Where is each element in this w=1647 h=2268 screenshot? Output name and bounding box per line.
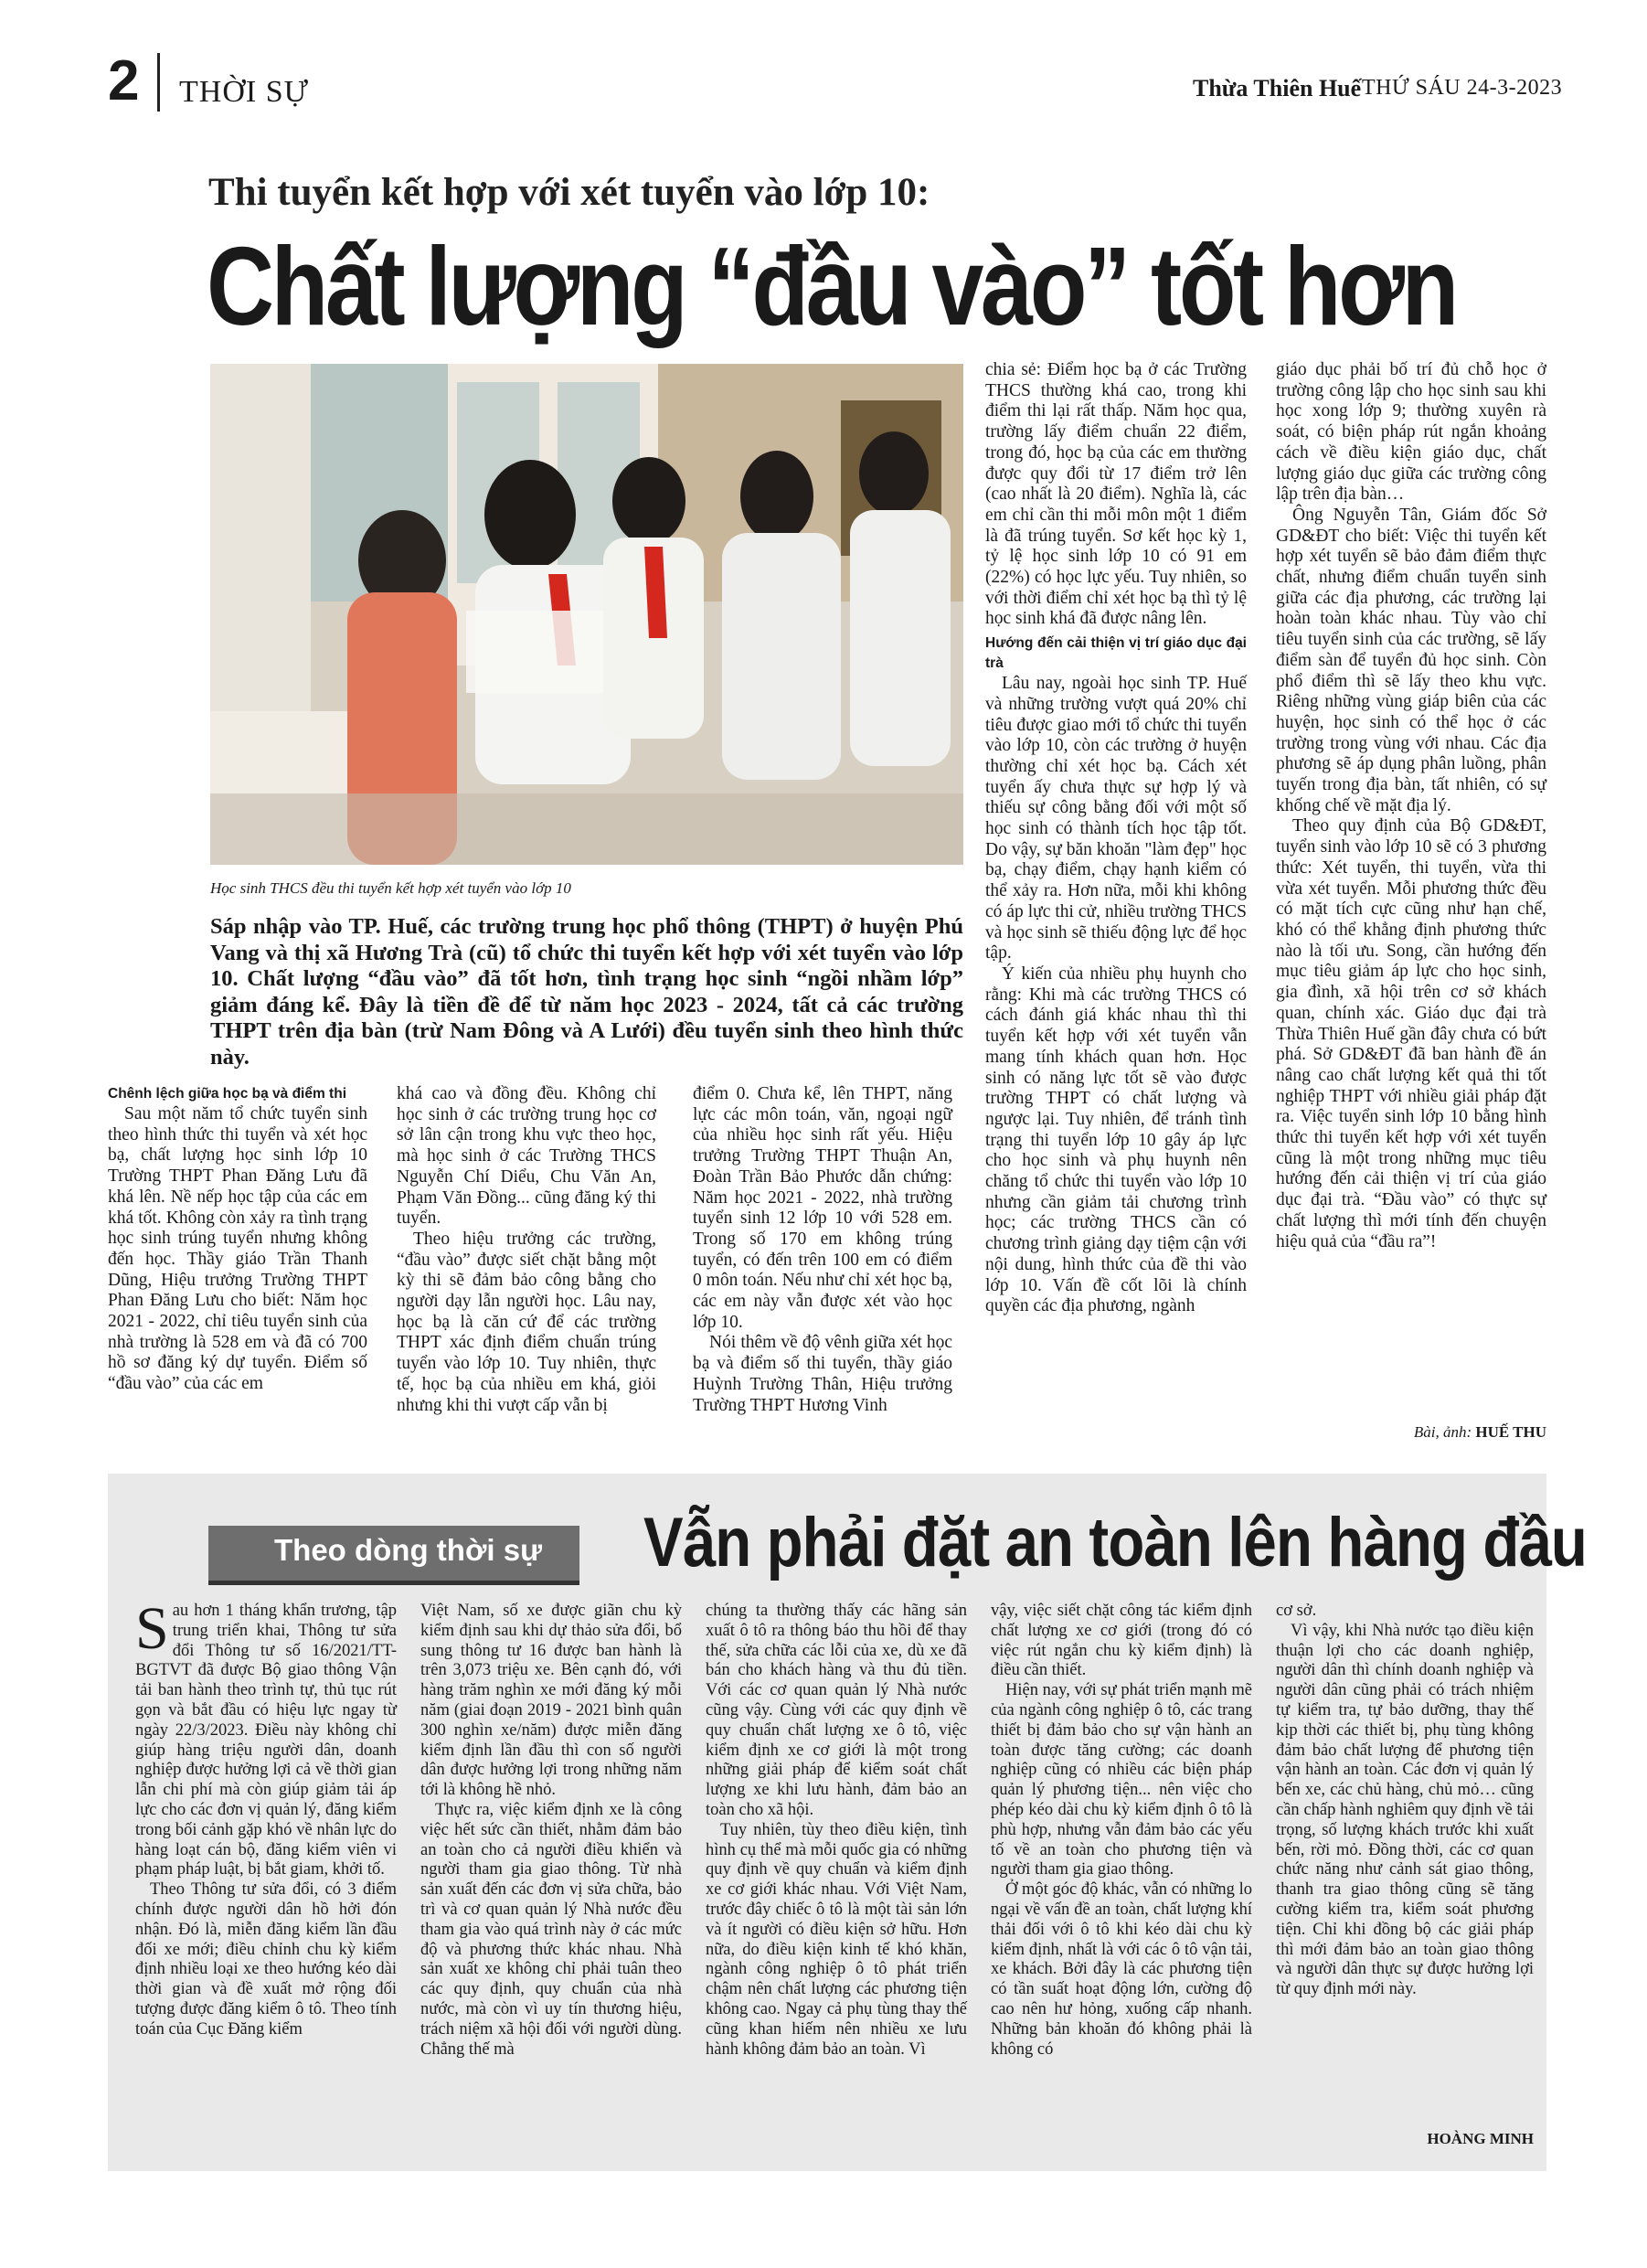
section-title: THỜI SỰ [179,75,309,109]
article-paragraph: chia sẻ: Điểm học bạ ở các Trường THCS thường khá cao, trong khi điểm thi lại rất thấp. Năm học qua, trường lấy điểm chuẩn 22 điểm, trong đó, học bạ của các em thường được quy đổi từ 17 điểm trở lên (cao nhất là 20 điểm). Nghĩa là, các em chỉ cần thi mỗi môn một 1 điểm là đã trúng tuyển. Sơ kết học kỳ 1, tỷ lệ học sinh lớp 10 có 91 em (22%) có học lực yếu. Tuy nhiên, so với thời điểm chỉ xét học bạ thì tỷ lệ học sinh khá đã được nâng lên. [985,360,1247,629]
article-headline: Chất lượng “đầu vào” tốt hơn [207,224,1456,348]
article-subhead-1: Chênh lệch giữa học bạ và điểm thi [108,1086,346,1102]
commentary-headline: Vẫn phải đặt an toàn lên hàng đầu [643,1504,1587,1581]
commentary-column-3 [706,1602,967,2060]
commentary-byline: HOÀNG MINH [1427,2130,1534,2147]
article-lead: Sáp nhập vào TP. Huế, các trường trung học phổ thông (THPT) ở huyện Phú Vang và thị xã Hương Trà (cũ) tổ chức thi tuyển kết hợp với xét tuyển vào lớp 10. Chất lượng “đầu vào” đã tốt hơn, tình trạng học sinh “ngồi nhầm lớp” giảm đáng kể. Đây là tiền đề để từ năm học 2023 - 2024, tất cả các trường THPT trên địa bàn (trừ Nam Đông và A Lưới) đều tuyển sinh theo hình thức này. [210,914,963,1070]
article-paragraph: Ý kiến của nhiều phụ huynh cho rằng: Khi mà các trường THCS có cách đánh giá khác nhau thì thi tuyển kết hợp với xét tuyển vẫn mang tính khách quan hơn. Học sinh có năng lực tốt sẽ vào được trường THPT có chất lượng và ngược lại. Tuy nhiên, để tránh tình trạng thi tuyển lớp 10 gây áp lực cho học sinh và phụ huynh nên chăng tổ chức thi tuyển vào lớp 10 nhưng cần giảm tải chương trình học; các trường THCS cần có chương trình giảng dạy tiệm cận với nội dung, hình thức của đề thi vào lớp 10. Vấn đề cốt lõi là chính quyền các địa phương, ngành [985,964,1247,1316]
photo-caption: Học sinh THCS đều thi tuyển kết hợp xét tuyển vào lớp 10 [210,879,571,897]
drop-cap: S [135,1595,169,1662]
article-kicker: Thi tuyển kết hợp với xét tuyển vào lớp 10: [208,171,930,214]
commentary-paragraph-text: au hơn 1 tháng khẩn trương, tập trung triển khai, Thông tư sửa đổi Thông tư số 16/2021/TT-BGTVT đã được Bộ giao thông Vận tải ban hành theo trình tự, thủ tục rút gọn và bắt đầu có hiệu lực ngay từ ngày 22/3/2023. Điều này không chỉ giúp hàng triệu người dân, doanh nghiệp được hưởng lợi cả về thời gian lẫn chi phí mà còn giúp giảm tải áp lực cho các đơn vị quản lý, đăng kiểm trong bối cảnh gặp khó về nhân lực do hàng loạt cán bộ, đăng kiểm viên vi phạm pháp luật, bị bắt giam, khởi tố. [135,1602,397,1879]
commentary-paragraph: Hiện nay, với sự phát triển mạnh mẽ của ngành công nghiệp ô tô, các trang thiết bị đảm bảo cho sự vận hành an toàn được tăng cường; các doanh nghiệp cũng có nhiều các biện pháp quản lý phương tiện... nên việc cho phép kéo dài chu kỳ kiểm định ô tô là phù hợp, nhưng vẫn đảm bảo các yếu tố về an toàn cho phương tiện và người tham gia giao thông. [991,1681,1252,1879]
commentary-tag: Theo dòng thời sự [274,1533,542,1567]
newspaper-name: Thừa Thiên Huế [1193,75,1362,101]
article-column-4 [985,360,1247,1317]
article-subhead-2: Hướng đến cải thiện vị trí giáo dục đại trà [985,635,1247,672]
students-photo-illustration [210,364,963,865]
article-column-5 [1276,360,1546,1252]
commentary-paragraph: Việt Nam, số xe được giãn chu kỳ kiểm định sau khi dự thảo sửa đổi, bổ sung thông tư 16 được ban hành là trên 3,073 triệu xe. Bên cạnh đó, với hàng trăm nghìn xe mới đăng ký mỗi năm (giai đoạn 2019 - 2021 bình quân 300 nghìn xe/năm) được miễn đăng kiểm định lần đầu thì con số người dân được hưởng lợi trong những năm tới là không hề nhỏ. [420,1602,682,1800]
article-paragraph: Ông Nguyễn Tân, Giám đốc Sở GD&ĐT cho biết: Việc thi tuyển kết hợp xét tuyển sẽ bảo đảm điểm thực chất, nhưng điểm chuẩn tuyển sinh giữa các địa phương, các trường lại hoàn toàn khác nhau. Tùy vào chỉ tiêu tuyển sinh của các trường, sẽ lấy điểm sàn để tuyển đủ học sinh. Còn phổ điểm thì sẽ lấy theo khu vực. Riêng những vùng giáp biên của các huyện, học sinh có thể học ở các trường trong vùng với nhau. Các địa phương sẽ áp dụng phân luồng, phân tuyến trong địa bàn, tất nhiên, có sự khống chế về mặt địa lý. [1276,505,1546,815]
commentary-paragraph: cơ sở. [1276,1602,1317,1620]
commentary-paragraph: Ở một góc độ khác, vẫn có những lo ngại về vấn đề an toàn, chất lượng khí thải đối với ô tô khi kéo dài chu kỳ kiểm định, nhất là với các ô tô vận tải, xe khách. Bởi đây là các phương tiện có tần suất hoạt động lớn, cường độ cao nên hư hỏng, xuống cấp nhanh. Những bản khoăn đó không phải là không có [991,1880,1252,2059]
commentary-column-2 [420,1602,682,2060]
article-paragraph: giáo dục phải bố trí đủ chỗ học ở trường công lập cho học sinh sau khi học xong lớp 9; thường xuyên rà soát, có biện pháp rút ngắn khoảng cách về điều kiện giáo dục, chất lượng giáo dục giữa các trường công lập trên địa bàn… [1276,360,1546,505]
commentary-paragraph: Thực ra, việc kiểm định xe là công việc hết sức cần thiết, nhằm đảm bảo an toàn cho cả người điều khiển và người tham gia giao thông. Từ nhà sản xuất đến các đơn vị sửa chữa, bảo trì và cơ quan quản lý Nhà nước đều tham gia vào quá trình này ở các mức độ và phương thức khác nhau. Nhà sản xuất xe không chỉ phải tuân theo các quy định, quy chuẩn của nhà nước, mà còn vì uy tín thương hiệu, trách niệm xã hội đối với người dùng. Chẳng thế mà [420,1800,682,2059]
commentary-column-1 [135,1595,397,2040]
article-paragraph: Theo hiệu trưởng các trường, “đầu vào” được siết chặt bằng một kỳ thi sẽ đảm bảo công bằng cho người dạy lẫn người học. Lâu nay, học bạ là căn cứ để các trường THPT xác định điểm chuẩn trúng tuyển vào lớp 10. Tuy nhiên, thực tế, học bạ của nhiều em khá, giỏi nhưng khi thi vượt cấp vẫn bị [397,1229,656,1415]
commentary-paragraph: chúng ta thường thấy các hãng sản xuất ô tô ra thông báo thu hồi để thay thế, sửa chữa các lỗi của xe, dù xe đã bán cho khách hàng và thu đủ tiền. Với các cơ quan quản lý Nhà nước cũng vậy. Cùng với các quy định về quy chuẩn chất lượng xe ô tô, việc kiểm định xe cơ giới là một trong những giải pháp để kiểm soát chất lượng xe khi lưu hành, đảm bảo an toàn cho xã hội. [706,1602,967,1819]
article-paragraph: Theo quy định của Bộ GD&ĐT, tuyển sinh vào lớp 10 sẽ có 3 phương thức: Xét tuyển, thi tuyển, vừa thi vừa xét tuyển. Mỗi phương thức đều có mặt tích cực cũng như hạn chế, khó có thể khẳng định phương thức nào là tối ưu. Song, cần hướng đến mục tiêu giảm áp lực cho học sinh, gia đình, xã hội trên cơ sở khách quan, chính xác. Giáo dục đại trà Thừa Thiên Huế gần đây chưa có bứt phá. Sở GD&ĐT đã ban hành đề án nâng cao chất lượng kết quả thi tốt nghiệp THPT với nhiều giải pháp đặt ra. Việc tuyển sinh lớp 10 bằng hình thức thi tuyển kết hợp với xét tuyển cũng là một trong những mục tiêu hướng đến cải thiện vị trí của giáo dục đại trà. “Đầu vào” có thực sự chất lượng thì mới tính đến chuyện hiệu quả của “đầu ra”! [1276,816,1546,1251]
issue-date: THỨ SÁU 24-3-2023 [1362,76,1563,100]
commentary-column-5 [1276,1602,1534,2000]
page-number: 2 [108,49,140,112]
commentary-paragraph: Tuy nhiên, tùy theo điều kiện, tình hình cụ thể mà mỗi quốc gia có những quy định về quy chuẩn và kiểm định xe cơ giới khác nhau. Với Việt Nam, trước đây chiếc ô tô là một tài sản lớn và ít người có điều kiện sở hữu. Hơn nữa, do điều kiện kinh tế khó khăn, ngành công nghiệp ô tô phát triển chậm nên chất lượng các phương tiện không cao. Ngay cả phụ tùng thay thế cũng khan hiếm nên nhiều xe lưu hành không đảm bảo an toàn. Vì [706,1820,967,2059]
article-column-1 [108,1084,367,1395]
article-paragraph: điểm 0. Chưa kể, lên THPT, năng lực các môn toán, văn, ngoại ngữ của nhiều học sinh rất yếu. Hiệu trưởng Trường THPT Thuận An, Đoàn Trần Bảo Phước dẫn chứng: Năm học 2021 - 2022, nhà trường tuyển sinh 12 lớp 10 với 528 em. Trong số 170 em không trúng tuyển, có đến trên 100 em có điểm 0 môn toán. Nếu như chỉ xét học bạ, các em này vẫn được xét vào học lớp 10. [693,1084,952,1332]
page-number-divider [157,53,160,112]
article-paragraph: Sau một năm tổ chức tuyển sinh theo hình thức thi tuyển và xét học bạ, chất lượng học sinh lớp 10 Trường THPT Phan Đăng Lưu đã khá lên. Nề nếp học tập của các em khá tốt. Không còn xảy ra tình trạng học sinh trúng tuyển nhưng không đến học. Thầy giáo Trần Thanh Dũng, Hiệu trưởng Trường THPT Phan Đăng Lưu cho biết: Năm học 2021 - 2022, chỉ tiêu tuyển sinh của nhà trường là 528 em và đã có 700 hồ sơ đăng ký dự tuyển. Điểm số “đầu vào” của các em [108,1104,367,1394]
commentary-column-4 [991,1602,1252,2060]
commentary-paragraph: Vì vậy, khi Nhà nước tạo điều kiện thuận lợi cho các doanh nghiệp, người dân thì chính doanh nghiệp và người dân cũng phải có trách nhiệm tự kiểm tra, tự bảo dưỡng, thay thế kịp thời các thiết bị, phụ tùng không đảm bảo chất lượng để phương tiện vận hành an toàn. Các đơn vị quản lý bến xe, các chủ hàng, chủ mỏ… cũng cần chấp hành nghiêm quy định về tải trọng, số lượng khách trước khi xuất bến, rời mỏ. Đồng thời, các cơ quan chức năng như cảnh sát giao thông, thanh tra giao thông cũng sẽ tăng cường kiểm tra, kiểm soát phương tiện. Chỉ khi đồng bộ các giải pháp thì mới đảm bảo an toàn giao thông và người dân thực sự được hưởng lợi từ quy định mới này. [1276,1621,1534,1999]
article-paragraph: Nói thêm về độ vênh giữa xét học bạ và điểm số thi tuyển, thầy giáo Huỳnh Trường Thân, Hiệu trưởng Trường THPT Hương Vinh [693,1333,952,1415]
article-column-2 [397,1084,656,1416]
byline-author: HUẾ THU [1475,1423,1546,1441]
article-photo [210,364,963,865]
commentary-paragraph: Theo Thông tư sửa đổi, có 3 điểm chính được người dân hồ hởi đón nhận. Đó là, miễn đăng kiểm lần đầu đối xe mới; điều chỉnh chu kỳ kiểm định nhiều loại xe theo hướng kéo dài thời gian và đề xuất mở rộng đối tượng được đăng kiểm ô tô. Theo tính toán của Cục Đăng kiểm [135,1880,397,2039]
article-paragraph: Lâu nay, ngoài học sinh TP. Huế và những trường vượt quá 20% chỉ tiêu được giao mới tổ chức thi tuyển vào lớp 10, còn các trường ở huyện thường chỉ xét học bạ. Cách xét tuyển ấy chưa thực sự hợp lý và thiếu sự công bằng đối với một số học sinh có thành tích học tập tốt. Do vậy, sự băn khoăn "làm đẹp" học bạ, chạy điểm, chạy hạnh kiểm có thể xảy ra. Hơn nữa, mỗi khi không có áp lực thi cử, nhiều trường THCS và học sinh sẽ thiếu động lực để học tập. [985,674,1247,964]
byline-prefix: Bài, ảnh: [1413,1423,1472,1441]
article-column-3 [693,1084,952,1416]
commentary-paragraph: vậy, việc siết chặt công tác kiểm định chất lượng xe cơ giới (trong đó có việc rút ngắn chu kỳ kiểm định) là điều cần thiết. [991,1602,1252,1680]
commentary-paragraph [135,1595,397,1880]
article-byline [1276,1423,1546,1442]
article-paragraph: khá cao và đồng đều. Không chỉ học sinh ở các trường trung học cơ sở lân cận trong khu vực theo học, mà học sinh ở các Trường THCS Nguyễn Chí Diểu, Chu Văn An, Phạm Văn Đồng... cũng đăng ký thi tuyển. [397,1084,656,1229]
